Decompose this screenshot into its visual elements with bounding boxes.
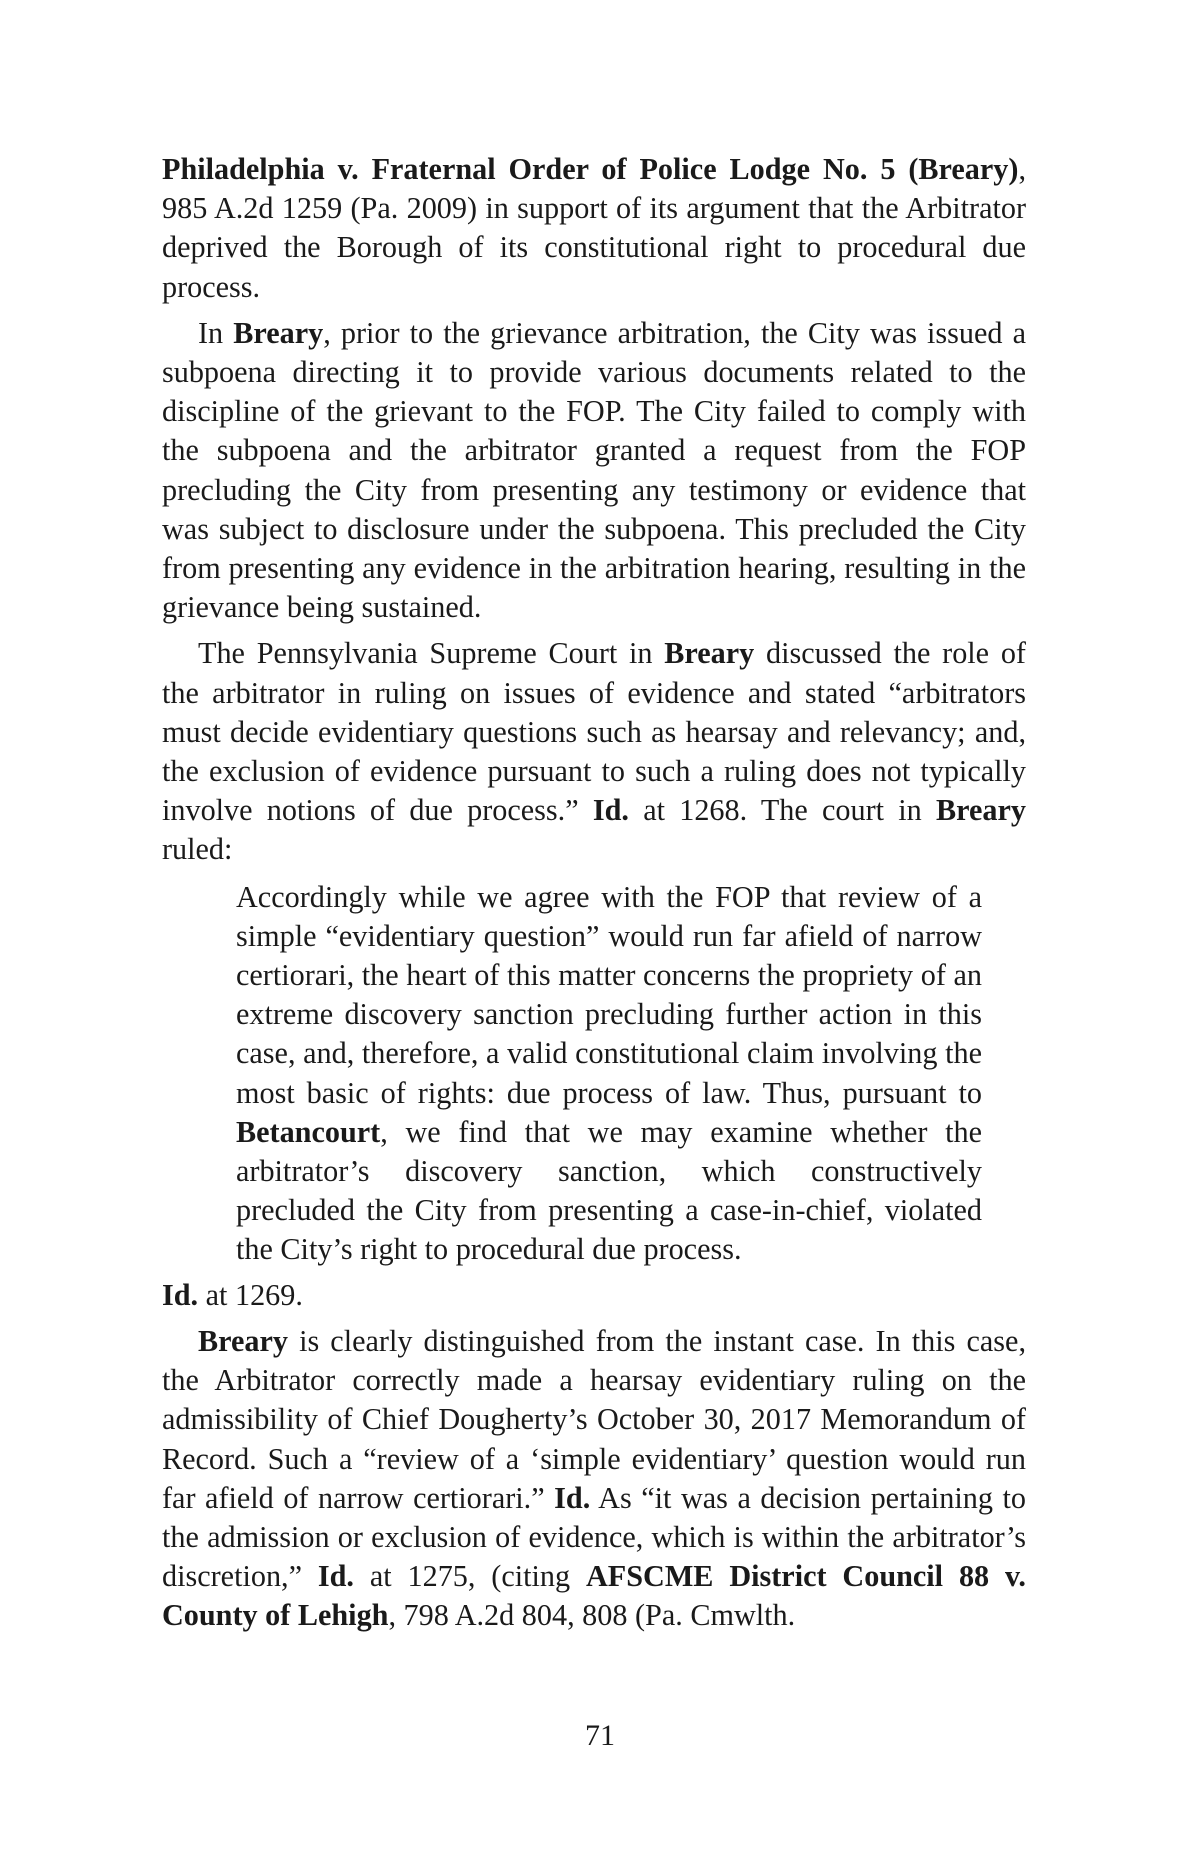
case-name-afscme: AFSCME District Council 88 v. County of Lehigh [162,1559,1026,1633]
paragraph-distinguished: Breary is clearly distinguished from the instant case. In this case, the Arbitrator correctly made a hearsay evidentiary ruling on the admissibility of Chief Dougherty’s October 30, 2017 Memorandum of Record. Such a “review of a ‘simple evidentiary’ question would run far afield of narrow certiorari.” Id. As “it was a decision pertaining to the admission or exclusion of evidence, which is within the arbitrator’s discretion,” Id. at 1275, (citing AFSCME District Council 88 v. County of Lehigh, 798 A.2d 804, 808 (Pa. Cmwlth. [162,1323,1026,1633]
page-number: 71 [585,1719,615,1752]
case-name-breary: Breary [198,1323,288,1358]
id-citation: Id. [592,793,629,828]
case-name-betancourt: Betancourt [236,1114,381,1149]
block-quote: Accordingly while we agree with the FOP that review of a simple “evidentiary question” would run far afield of narrow certiorari, the heart of this matter concerns the propriety of an extreme discovery sanction precluding further action in this case, and, therefore, a valid constitutional claim involving the most basic of rights: due process of law. Thus, pursuant to Betancourt, we find that we may examine whether the arbitrator’s discovery sanction, which constructively precluded the City from presenting a case-in-chief, violated the City’s right to procedural due process. [236,879,982,1267]
quote-citation: Id. at 1269. [162,1277,303,1312]
paragraph-supreme-court: The Pennsylvania Supreme Court in Breary discussed the role of the arbitrator in ruling on issues of evidence and stated “arbitrators must decide evidentiary questions such as hearsay and relevancy; and, the exclusion of evidence pursuant to such a ruling does not typically involve notions of due process.” Id. at 1268. The court in Breary ruled: [162,636,1027,867]
id-citation: Id. [554,1480,591,1515]
case-name-breary: Breary [936,793,1027,828]
page-body [162,150,1026,1643]
paragraph-breary-facts: In Breary, prior to the grievance arbitration, the City was issued a subpoena directing it to provide various documents related to the discipline of the grievant to the FOP. The City failed to comply with the subpoena and the arbitrator granted a request from the FOP precluding the City from presenting any testimony or evidence that was subject to disclosure under the subpoena. This precluded the City from presenting any evidence in the arbitration hearing, resulting in the grievance being sustained. [162,315,1026,625]
id-citation: Id. [162,1277,199,1312]
case-name-breary-full: Philadelphia v. Fraternal Order of Police Lodge No. 5 (Breary) [162,152,1019,186]
id-citation: Id. [317,1559,354,1594]
paragraph-case-citation: Philadelphia v. Fraternal Order of Police Lodge No. 5 (Breary), 985 A.2d 1259 (Pa. 2009) in support of its argument that the Arbitrator deprived the Borough of its constitutional right to procedural due process. [162,152,1026,304]
case-name-breary: Breary [664,636,755,671]
case-name-breary: Breary [233,315,324,350]
